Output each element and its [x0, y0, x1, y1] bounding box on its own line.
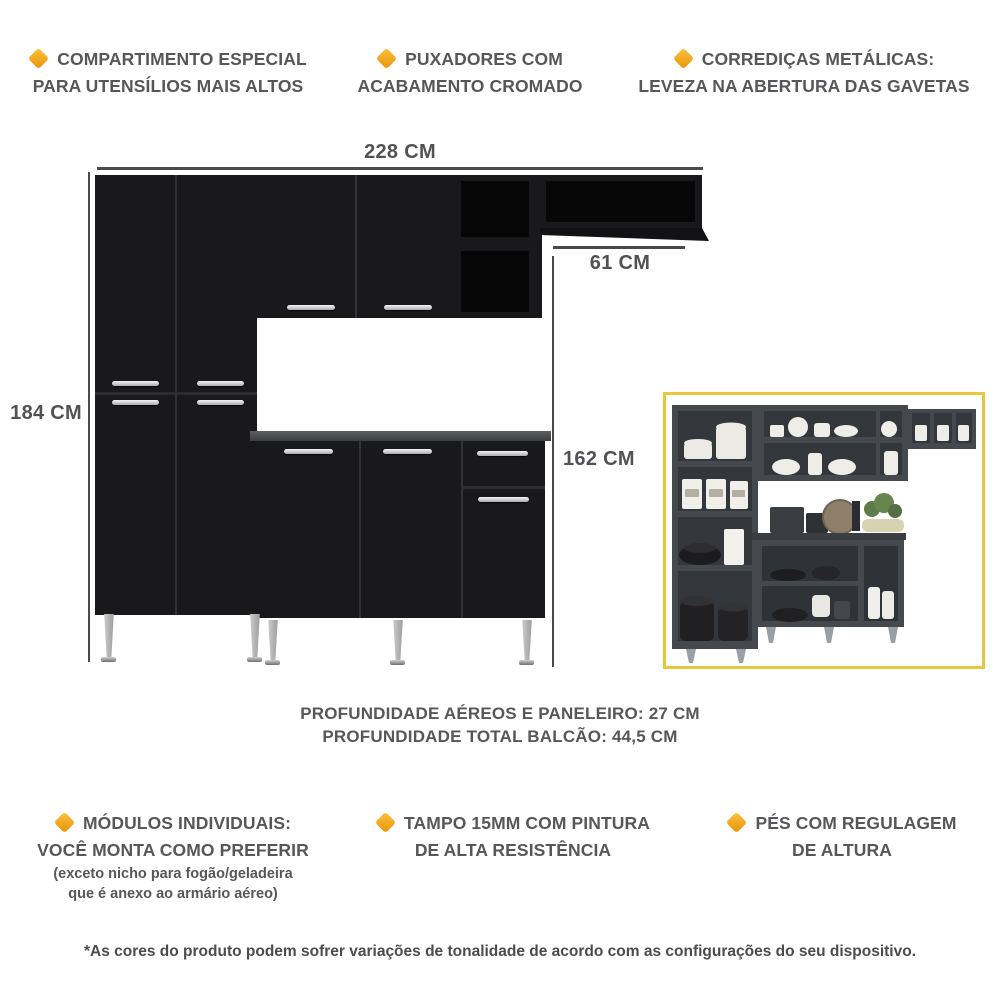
diamond-bullet-icon	[376, 48, 397, 69]
niche-opening	[461, 181, 529, 237]
leg-foot	[390, 660, 405, 665]
feature-text: ACABAMENTO CROMADO	[357, 76, 583, 96]
cabinet-handle	[197, 381, 244, 386]
product-photo	[663, 392, 985, 669]
dim-total-width-label: 228 CM	[364, 141, 436, 163]
leg-foot	[101, 657, 116, 662]
leg-foot	[519, 660, 534, 665]
feature-text: VOCÊ MONTA COMO PREFERIR	[37, 840, 309, 860]
cabinet-handle	[284, 449, 333, 454]
feature-text: PARA UTENSÍLIOS MAIS ALTOS	[32, 76, 304, 96]
counter-cabinet	[257, 441, 545, 618]
feature-text: PÉS COM REGULAGEM	[755, 813, 957, 833]
diamond-bullet-icon	[726, 812, 747, 833]
feature-text: DE ALTA RESISTÊNCIA	[414, 840, 612, 860]
cabinet-handle	[478, 497, 529, 502]
door-gap	[355, 175, 357, 318]
cabinet-handle	[287, 305, 335, 310]
feature-adjustable-feet	[692, 810, 992, 864]
feature-line1	[692, 810, 992, 837]
dim-niche-width-line	[553, 246, 685, 249]
cabinet-leg	[388, 620, 408, 660]
upper-cabinet	[257, 175, 455, 318]
feature-top-paint	[348, 810, 678, 864]
feature-line1	[8, 46, 328, 73]
leg-foot	[265, 660, 280, 665]
feature-text: COMPARTIMENTO ESPECIAL	[57, 49, 307, 69]
countertop	[250, 431, 551, 441]
color-disclaimer: *As cores do produto podem sofrer variações de tonalidade de acordo com as configurações do seu dispositivo.	[83, 943, 917, 960]
diamond-bullet-icon	[54, 812, 75, 833]
feature-tall-utensils	[8, 46, 328, 100]
feature-individual-modules	[8, 810, 338, 904]
dim-niche-width-label: 61 CM	[589, 252, 651, 274]
cabinet-handle	[197, 400, 244, 405]
feature-text: CORREDIÇAS METÁLICAS:	[701, 49, 935, 69]
niche-opening	[461, 251, 529, 312]
inset-photo-illustration	[666, 395, 982, 666]
feature-metal-slides	[615, 46, 993, 100]
feature-text: TAMPO 15MM COM PINTURA	[404, 813, 650, 833]
diamond-bullet-icon	[375, 812, 396, 833]
dim-total-width-line	[97, 167, 703, 170]
diamond-bullet-icon	[28, 48, 49, 69]
depth-notes	[0, 702, 1000, 748]
feature-line1	[330, 46, 610, 73]
depth-line2: PROFUNDIDADE TOTAL BALCÃO: 44,5 CM	[322, 727, 678, 746]
feature-line1	[8, 810, 338, 837]
feature-note: que é anexo ao armário aéreo)	[68, 886, 278, 902]
door-gap	[359, 441, 361, 618]
feature-text: PUXADORES COM	[405, 49, 563, 69]
feature-text: LEVEZA NA ABERTURA DAS GAVETAS	[638, 76, 970, 96]
cabinet-leg	[99, 614, 119, 657]
door-gap	[95, 392, 257, 395]
door-gap	[175, 175, 177, 615]
cabinet-leg	[263, 620, 283, 660]
cabinet-handle	[383, 449, 432, 454]
overhead-shelf	[540, 175, 710, 245]
leg-foot	[247, 657, 262, 662]
dim-left-height-line	[88, 172, 90, 662]
tall-cabinet	[95, 175, 257, 615]
drawer-gap	[461, 486, 545, 489]
feature-line1	[348, 810, 678, 837]
dim-right-height-label: 162 CM	[563, 448, 635, 470]
cabinet-handle	[112, 381, 159, 386]
feature-note: (exceto nicho para fogão/geladeira	[53, 866, 293, 882]
cabinet-handle	[384, 305, 432, 310]
feature-text: MÓDULOS INDIVIDUAIS:	[82, 813, 292, 833]
depth-line1: PROFUNDIDADE AÉREOS E PANELEIRO: 27 CM	[300, 704, 700, 723]
drawer-handle	[477, 451, 528, 456]
diamond-bullet-icon	[673, 48, 694, 69]
cabinet-leg	[245, 614, 265, 657]
door-gap	[461, 441, 463, 618]
cabinet-handle	[112, 400, 159, 405]
feature-chrome-handles	[330, 46, 610, 100]
open-niche	[455, 175, 542, 318]
feature-text: DE ALTURA	[791, 840, 893, 860]
dim-left-height-label: 184 CM	[10, 402, 82, 424]
cabinet-leg	[517, 620, 537, 660]
feature-line1	[615, 46, 993, 73]
dim-right-height-line	[552, 256, 554, 667]
